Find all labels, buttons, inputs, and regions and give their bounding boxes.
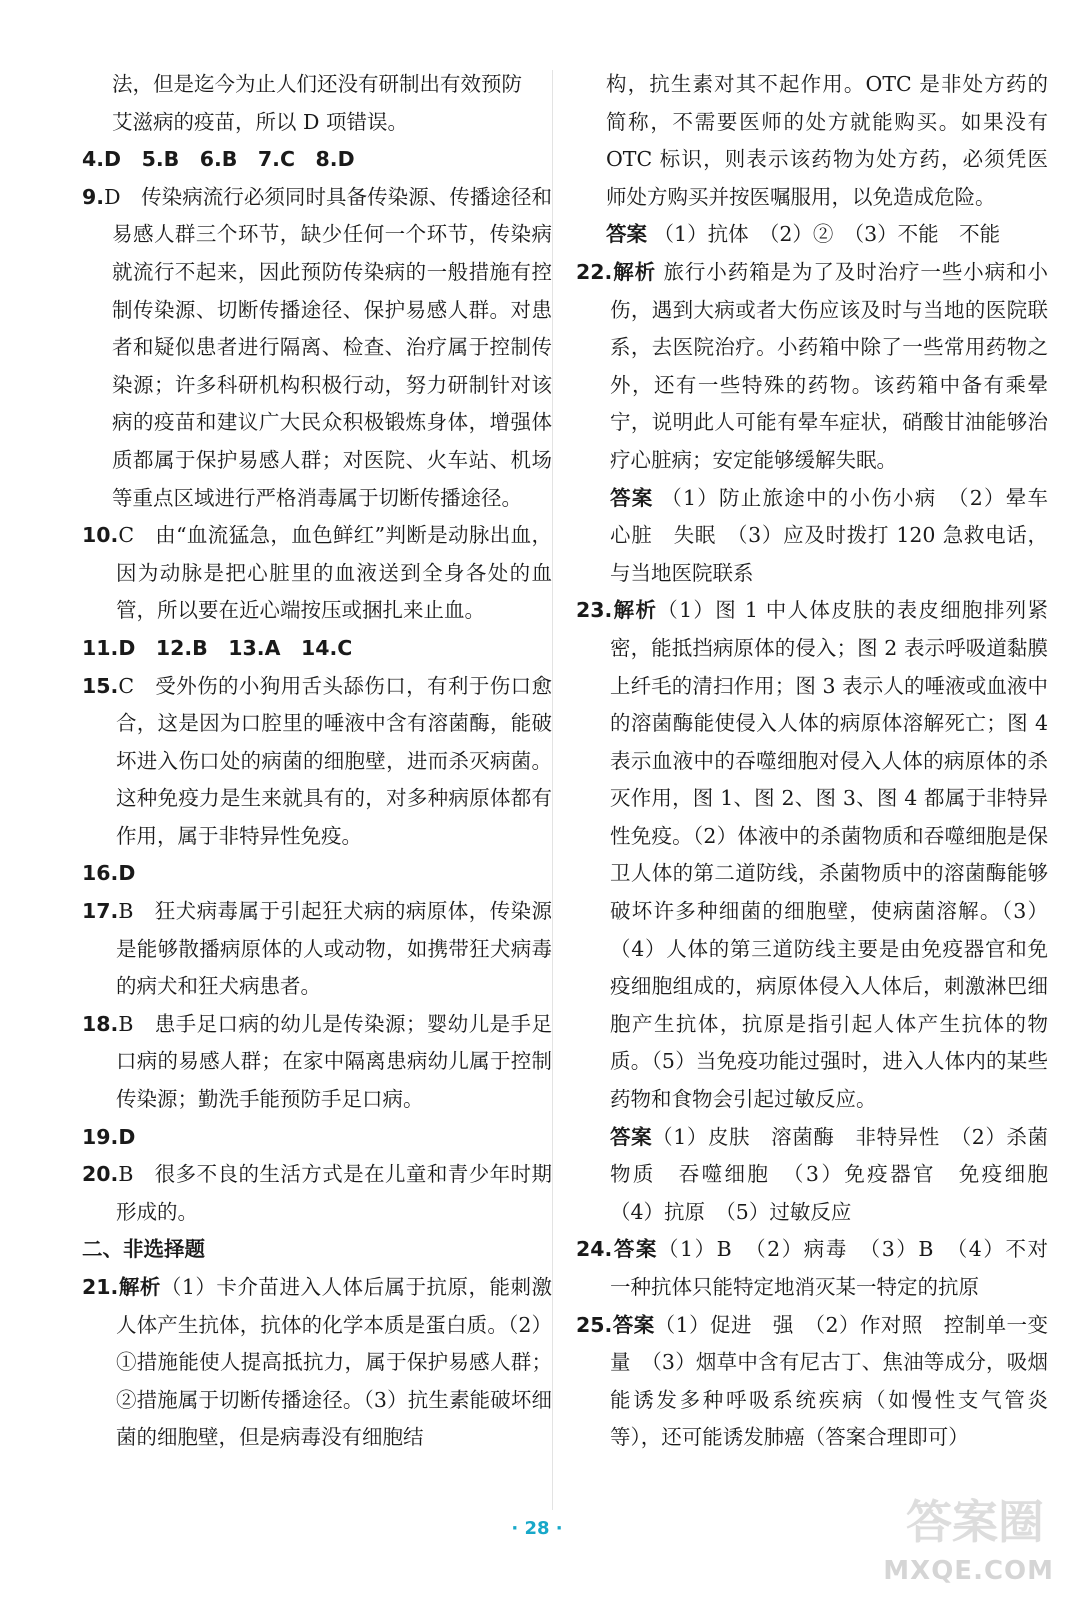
watermark-logo: 答案圈 [906, 1495, 1044, 1549]
q21-analysis-label: 解析 [118, 1275, 161, 1299]
watermark [884, 1486, 1054, 1586]
q9-text: D 传染病流行必须同时具备传染源、传播途径和易感人群三个环节，缺少任何一个环节，传染病就流行不起来，因此预防传染病的一般措施有控制传染源、切断传播途径、保护易感人群。对患者和疑似患者进行隔离、检查、治疗属于控制传染源；许多科研机构积极行动，努力研制针对该病的疫苗和建议广大民众积极锻炼身体，增强体质都属于保护易感人群；对医院、火车站、机场等重点区域进行严格消毒属于切断传播途径。 [104, 184, 552, 510]
q21-continued: 构，抗生素对其不起作用。OTC 是非处方药的简称，不需要医师的处方就能购买。如果没有 OTC 标识，则表示该药物为处方药，必须凭医师处方购买并按医嘱服用，以免造成危险。 [606, 72, 1048, 209]
answers-11-14: 11.D 12.B 13.A 14.C [82, 635, 353, 660]
q9-number: 9. [82, 184, 105, 209]
q23-answer-label: 答案 [610, 1124, 653, 1149]
q21-answer-label: 答案 [606, 222, 647, 247]
q17-text: B 狂犬病毒属于引起狂犬病的病原体，传染源是能够散播病原体的人或动物，如携带狂犬病毒的病犬和狂犬病患者。 [116, 899, 552, 999]
q21-text: （1）卡介苗进入人体后属于抗原，能刺激人体产生抗体，抗体的化学本质是蛋白质。（2）①措施能使人提高抵抗力，属于保护易感人群；②措施属于切断传播途径。（3）抗生素能破坏细菌的细胞壁，但是病毒没有细胞结 [116, 1275, 553, 1450]
q24-number: 24. [576, 1237, 613, 1262]
q18-number: 18. [82, 1011, 119, 1036]
cont-line-1: 法，但是迄今为止人们还没有研制出有效预防 [112, 72, 522, 96]
q10-text: C 由“血流猛急，血色鲜红”判断是动脉出血，因为动脉是把心脏里的血液送到全身各处的血管，所以要在近心端按压或捆扎来止血。 [116, 523, 552, 623]
question-9 [82, 179, 552, 517]
q15-number: 15. [82, 673, 119, 698]
question-25 [576, 1307, 1048, 1457]
answers-4-8: 4.D 5.B 6.B 7.C 8.D [82, 147, 355, 172]
q17-number: 17. [82, 899, 119, 924]
q23-text: （1）图 1 中人体皮肤的表皮细胞排列紧密，能抵挡病原体的侵入；图 2 表示呼吸道黏膜上纤毛的清扫作用；图 3 表示人的唾液或血液中的溶菌酶能使侵入人体的病原体溶解死亡；图 4 表示血液中的吞噬细胞对侵入人体的病原体的杀灭作用，图 1、图 2、图 3、图 4 都属于非特异性免疫。（2）体液中的杀菌物质和吞噬细胞是保卫人体的第二道防线，杀菌物质中的溶菌酶能够破坏许多种细菌的细胞壁，使病菌溶解。（3）（4）人体的第三道防线主要是由免疫器官和免疫细胞组成的，病原体侵入人体后，刺激淋巴细胞产生抗体，抗原是指引起人体产生抗体的物质。（5）当免疫功能过强时，进入人体内的某些药物和食物会引起过敏反应。 [610, 598, 1048, 1112]
section-heading: 二、非选择题 [82, 1237, 205, 1262]
question-15 [82, 668, 552, 856]
q20-number: 20. [82, 1162, 119, 1187]
q21-answer-text: （1）抗体 （2）② （3）不能 不能 [653, 222, 1001, 247]
q21-number: 21. [82, 1275, 119, 1299]
q22-answer-label: 答案 [610, 485, 654, 510]
q15-text: C 受外伤的小狗用舌头舔伤口，有利于伤口愈合，这是因为口腔里的唾液中含有溶菌酶，能破坏进入伤口处的病菌的细胞壁，进而杀灭病菌。这种免疫力是生来就具有的，对多种病原体都有作用，属于非特异性免疫。 [116, 673, 552, 848]
column-divider [552, 70, 553, 1510]
q24-answer-label: 答案 [612, 1237, 658, 1262]
question-17 [82, 893, 552, 1006]
q22-analysis-label: 解析 [612, 259, 657, 284]
question-18 [82, 1006, 552, 1119]
question-10 [82, 517, 552, 630]
cont-line-2: 艾滋病的疫苗，所以 D 项错误。 [112, 109, 408, 134]
q25-text: （1）促进 强 （2）作对照 控制单一变量 （3）烟草中含有尼古丁、焦油等成分，吸烟能诱发多种呼吸系统疾病（如慢性支气管炎等），还可能诱发肺癌（答案合理即可） [610, 1312, 1048, 1450]
left-column [82, 66, 552, 1457]
q24-text: （1）B （2）病毒 （3）B （4）不对 一种抗体只能特定地消灭某一特定的抗原 [610, 1237, 1069, 1299]
question-21 [82, 1269, 552, 1457]
right-column [576, 66, 1069, 1457]
watermark-site: MXQE.COM [883, 1556, 1054, 1586]
q22-answer [576, 480, 1069, 593]
question-24 [576, 1231, 1069, 1306]
page-number: · 28 · [511, 1518, 563, 1539]
q22-answer-text: （1）防止旅途中的小伤小病 （2）晕车 心脏 失眠 （3）应及时拨打 120 急救电话，与当地医院联系 [610, 485, 1069, 585]
q25-answer-label: 答案 [612, 1312, 655, 1337]
q10-number: 10. [82, 523, 119, 548]
q21-answer [576, 216, 1048, 254]
q22-text: 旅行小药箱是为了及时治疗一些小病和小伤，遇到大病或者大伤应该及时与当地的医院联系，去医院治疗。小药箱中除了一些常用药物之外，还有一些特殊的药物。该药箱中备有乘晕宁，说明此人可能有晕车症状，硝酸甘油能够治疗心脏病；安定能够缓解失眠。 [610, 259, 1048, 472]
q3-continued [82, 66, 552, 141]
q22-number: 22. [576, 259, 613, 284]
q23-number: 23. [576, 598, 613, 623]
question-23 [576, 592, 1048, 1118]
q23-answer [576, 1119, 1069, 1232]
answer-19: 19.D [82, 1124, 136, 1149]
answer-16: 16.D [82, 861, 136, 886]
question-22 [576, 254, 1048, 480]
q23-analysis-label: 解析 [612, 598, 658, 623]
question-20 [82, 1156, 552, 1231]
q20-text: B 很多不良的生活方式是在儿童和青少年时期形成的。 [116, 1162, 552, 1224]
q18-text: B 患手足口病的幼儿是传染源；婴幼儿是手足口病的易感人群；在家中隔离患病幼儿属于控制传染源；勤洗手能预防手足口病。 [116, 1011, 552, 1112]
q25-number: 25. [576, 1312, 613, 1337]
q23-answer-text: （1）皮肤 溶菌酶 非特异性 （2）杀菌物质 吞噬细胞 （3）免疫器官 免疫细胞 （4）抗原 （5）过敏反应 [610, 1124, 1069, 1224]
